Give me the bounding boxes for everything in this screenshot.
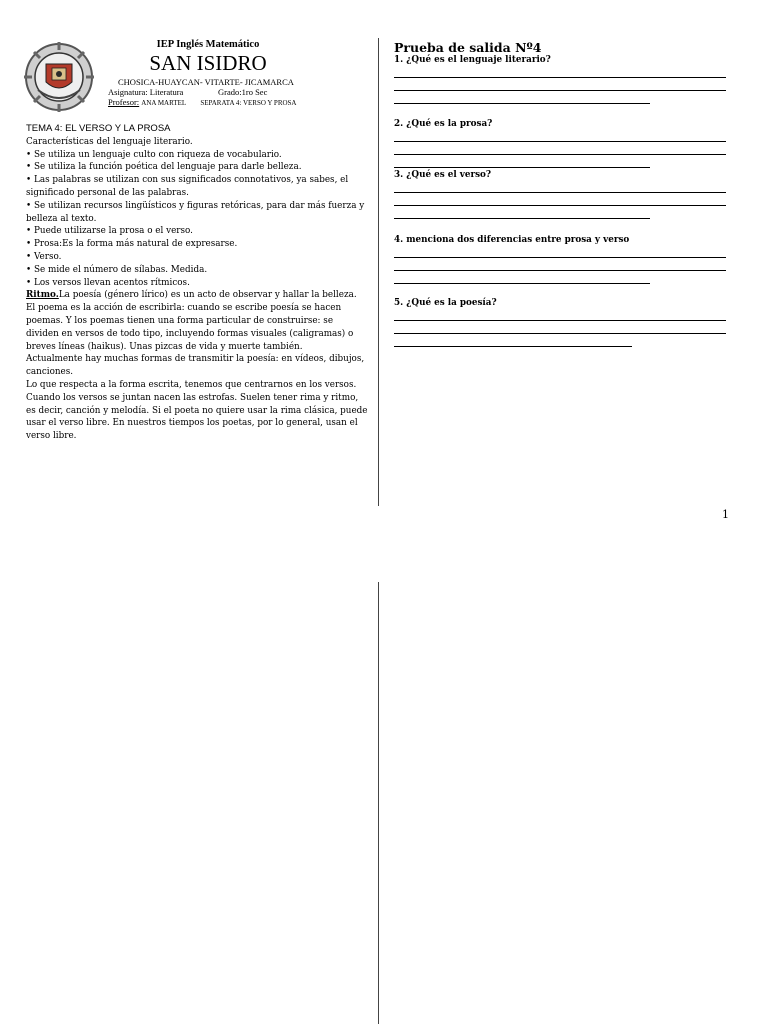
- lesson-line: • Puede utilizarse la prosa o el verso.: [26, 226, 193, 237]
- answer-line[interactable]: [394, 270, 726, 271]
- answer-line[interactable]: [394, 103, 650, 104]
- ritmo-label: Ritmo.: [26, 290, 59, 301]
- quiz-title: Prueba de salida Nº4: [394, 40, 542, 55]
- question-1: 1. ¿Qué es el lenguaje literario?: [394, 55, 551, 65]
- lesson-line: • Se utilizan recursos lingüísticos y figuras retóricas, para dar más fuerza y belleza al texto.: [26, 200, 365, 224]
- answer-line[interactable]: [394, 346, 632, 347]
- lesson-line: • Se mide el número de sílabas. Medida.: [26, 264, 208, 275]
- school-crest-icon: [22, 40, 96, 114]
- answer-line[interactable]: [394, 167, 650, 168]
- ritmo-paragraph: [26, 289, 368, 353]
- school-name: SAN ISIDRO: [149, 51, 267, 75]
- grade-label: Grado:: [218, 87, 242, 97]
- answer-line[interactable]: [394, 257, 726, 258]
- ritmo-text: La poesía (género lírico) es un acto de observar y hallar la belleza. El poema es la acción de escribirla: cuando se escribe poesía se hacen poemas. Y los poemas tienen una forma particular de construirse: se dividen en versos de todo tipo, incluyendo formas visuales (caligramas) o breves líneas (haikus). Unas pizcas de vida y muerte también.: [26, 290, 357, 352]
- locations: CHOSICA-HUAYCAN- VITARTE- JICAMARCA: [118, 77, 294, 87]
- answer-line[interactable]: [394, 192, 726, 193]
- teacher-value: ANA MARTEL: [141, 99, 187, 107]
- answer-line[interactable]: [394, 320, 726, 321]
- paragraph-2: Actualmente hay muchas formas de transmitir la poesía: en vídeos, dibujos, canciones.: [26, 354, 365, 378]
- lesson-line: • Se utiliza la función poética del lenguaje para darle belleza.: [26, 162, 302, 173]
- lesson-body: [26, 123, 368, 443]
- teacher-label: Profesor:: [108, 97, 140, 107]
- question-2: 2. ¿Qué es la prosa?: [394, 119, 493, 129]
- subject-row: [108, 87, 183, 97]
- lesson-line: • Los versos llevan acentos rítmicos.: [26, 277, 190, 288]
- page-number: 1: [722, 508, 729, 521]
- answer-line[interactable]: [394, 205, 726, 206]
- answer-line[interactable]: [394, 218, 650, 219]
- grade-row: [218, 87, 267, 97]
- lesson-line: • Se utiliza un lenguaje culto con riqueza de vocabulario.: [26, 149, 282, 160]
- worksheet-label: SEPARATA 4: VERSO Y PROSA: [200, 99, 297, 107]
- answer-line[interactable]: [394, 77, 726, 78]
- school-line: IEP Inglés Matemático: [156, 39, 260, 50]
- lesson-line: • Las palabras se utilizan con sus significados connotativos, ya sabes, el significado personal de las palabras.: [26, 175, 349, 198]
- answer-line[interactable]: [394, 90, 726, 91]
- answer-line[interactable]: [394, 154, 726, 155]
- answer-line[interactable]: [394, 283, 650, 284]
- lesson-line: • Verso.: [26, 251, 62, 262]
- answer-line[interactable]: [394, 333, 726, 334]
- subject-value: Literatura: [149, 87, 184, 97]
- question-5: 5. ¿Qué es la poesía?: [394, 298, 497, 308]
- lesson-line: • Prosa:Es la forma más natural de expresarse.: [26, 239, 238, 250]
- grade-value: 1ro Sec: [241, 87, 268, 97]
- answer-line[interactable]: [394, 141, 726, 142]
- column-divider-top: [378, 38, 379, 506]
- subject-label: Asignatura:: [108, 87, 148, 97]
- lesson-topic: TEMA 4: EL VERSO Y LA PROSA: [26, 123, 171, 134]
- lesson-line: Características del lenguaje literario.: [26, 136, 193, 147]
- column-divider-bottom: [378, 582, 379, 1024]
- question-4: 4. menciona dos diferencias entre prosa y verso: [394, 235, 630, 245]
- teacher-row: [108, 97, 297, 107]
- question-3: 3. ¿Qué es el verso?: [394, 170, 492, 180]
- paragraph-3: Lo que respecta a la forma escrita, tenemos que centrarnos en los versos. Cuando los versos se juntan nacen las estrofas. Suelen tener rima y ritmo, es decir, canción y melodía. Si el poeta no quiere usar la rima clásica, puede usar el verso libre. En nuestros tiempos los poetas, por lo general, usan el verso libre.: [26, 379, 368, 442]
